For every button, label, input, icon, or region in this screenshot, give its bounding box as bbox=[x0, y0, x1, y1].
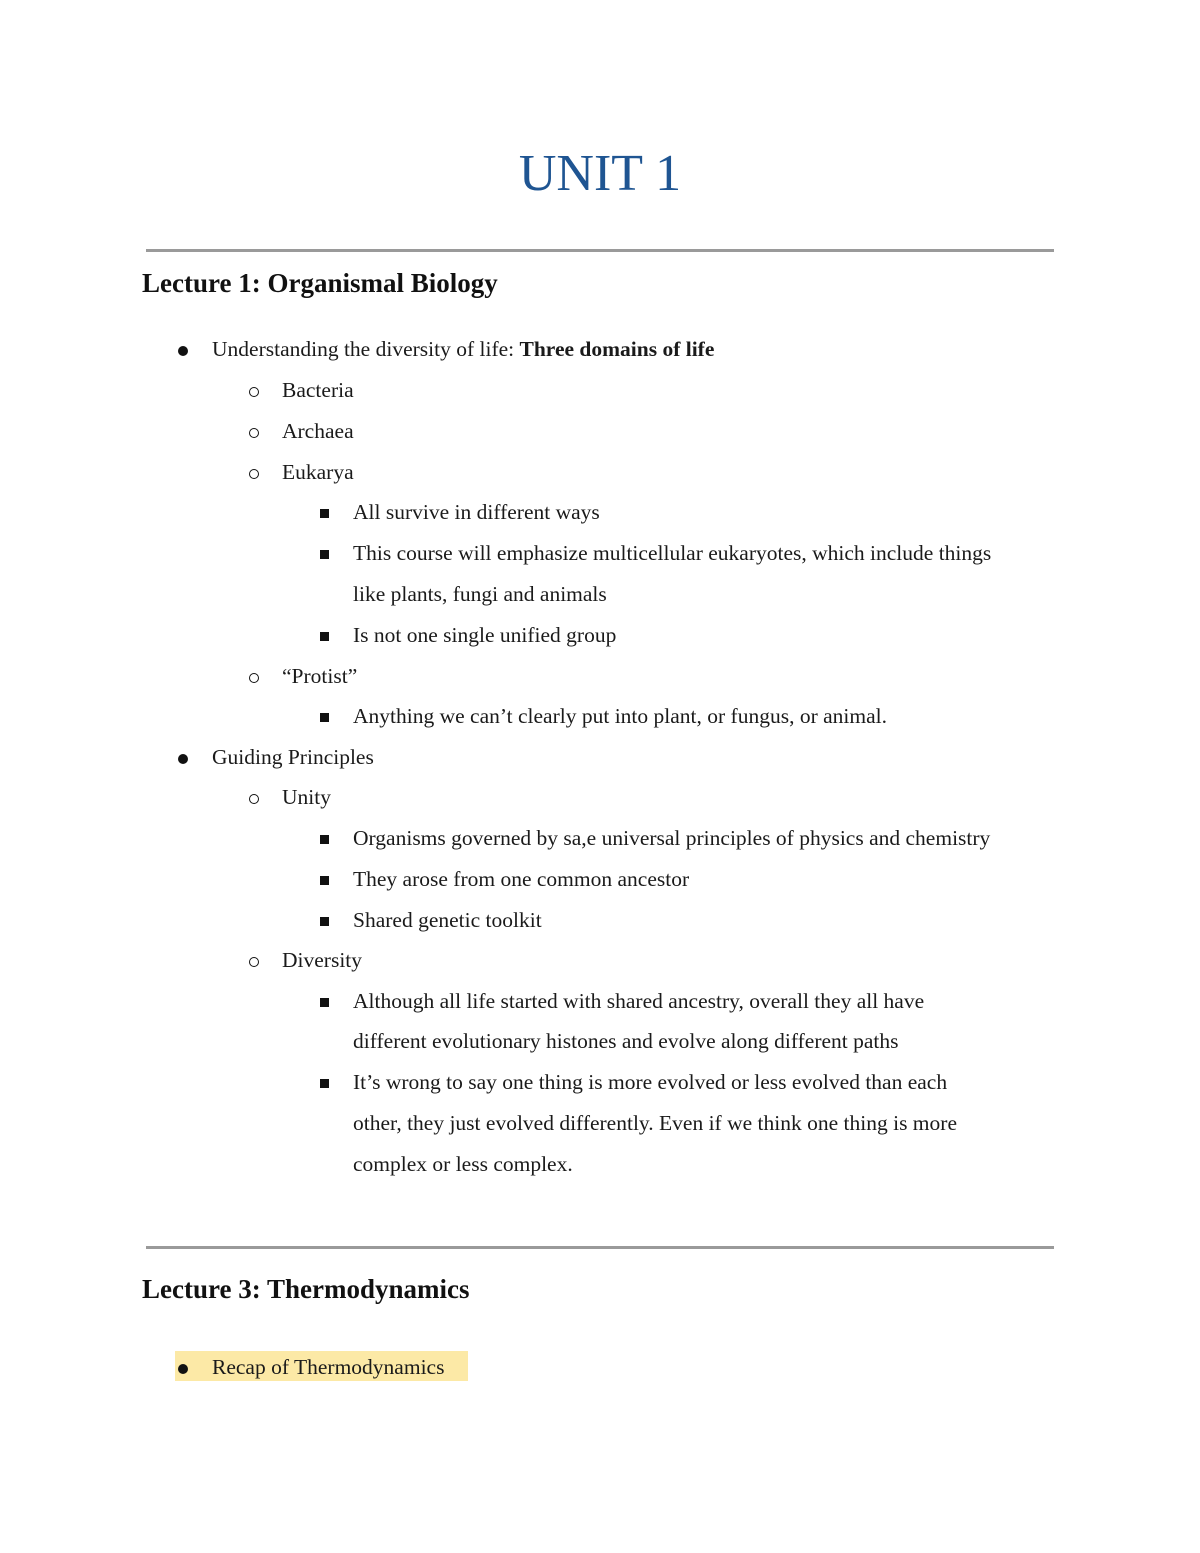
bullet-square-icon bbox=[320, 835, 329, 844]
bullet-circle-icon bbox=[249, 428, 259, 438]
list-item-text: Guiding Principles bbox=[212, 745, 374, 769]
list-item-text: Understanding the diversity of life: bbox=[212, 337, 520, 361]
list-item-text: Bacteria bbox=[282, 378, 354, 402]
bullet-dot-icon bbox=[178, 754, 188, 764]
bullet-circle-icon bbox=[249, 387, 259, 397]
bullet-square-icon bbox=[320, 998, 329, 1007]
list-item-text: “Protist” bbox=[282, 664, 358, 688]
list-item-text: Eukarya bbox=[282, 460, 354, 484]
bullet-square-icon bbox=[320, 509, 329, 518]
unit-title: UNIT 1 bbox=[518, 145, 682, 202]
bullet-square-icon bbox=[320, 917, 329, 926]
list-item-text: Unity bbox=[282, 785, 331, 809]
bullet-square-icon bbox=[320, 713, 329, 722]
list-item-bold-text: Three domains of life bbox=[519, 337, 715, 361]
list-item-text: They arose from one common ancestor bbox=[353, 867, 690, 891]
list-item-text: like plants, fungi and animals bbox=[353, 582, 607, 606]
bullet-circle-icon bbox=[249, 673, 259, 683]
list-item-text: This course will emphasize multicellular eukaryotes, which include things bbox=[353, 541, 992, 565]
list-item-text: Organisms governed by sa,e universal principles of physics and chemistry bbox=[353, 826, 991, 850]
list-item-text: Archaea bbox=[282, 419, 354, 443]
bullet-square-icon bbox=[320, 876, 329, 885]
list-item-text: Shared genetic toolkit bbox=[353, 908, 542, 932]
list-item-text: Is not one single unified group bbox=[353, 623, 617, 647]
list-item-text: Although all life started with shared ancestry, overall they all have bbox=[353, 989, 925, 1013]
list-item-text: Anything we can’t clearly put into plant, or fungus, or animal. bbox=[353, 704, 887, 728]
list-item-text: complex or less complex. bbox=[353, 1152, 573, 1176]
bullet-circle-icon bbox=[249, 469, 259, 479]
list-item-text: Recap of Thermodynamics bbox=[212, 1355, 445, 1379]
lecture-3-heading: Lecture 3: Thermodynamics bbox=[142, 1274, 470, 1304]
bullet-square-icon bbox=[320, 550, 329, 559]
list-item-text: other, they just evolved differently. Even if we think one thing is more bbox=[353, 1111, 957, 1135]
list-item-text: It’s wrong to say one thing is more evolved or less evolved than each bbox=[353, 1070, 948, 1094]
list-item-text: All survive in different ways bbox=[353, 500, 600, 524]
bullet-dot-icon bbox=[178, 346, 188, 356]
section-divider bbox=[146, 249, 1054, 252]
section-divider bbox=[146, 1246, 1054, 1249]
list-item-text: Diversity bbox=[282, 948, 363, 972]
bullet-circle-icon bbox=[249, 794, 259, 804]
bullet-square-icon bbox=[320, 1079, 329, 1088]
list-item-text: different evolutionary histones and evolve along different paths bbox=[353, 1029, 899, 1053]
bullet-dot-icon bbox=[178, 1364, 188, 1374]
bullet-square-icon bbox=[320, 632, 329, 641]
lecture-1-heading: Lecture 1: Organismal Biology bbox=[142, 268, 498, 298]
bullet-circle-icon bbox=[249, 957, 259, 967]
